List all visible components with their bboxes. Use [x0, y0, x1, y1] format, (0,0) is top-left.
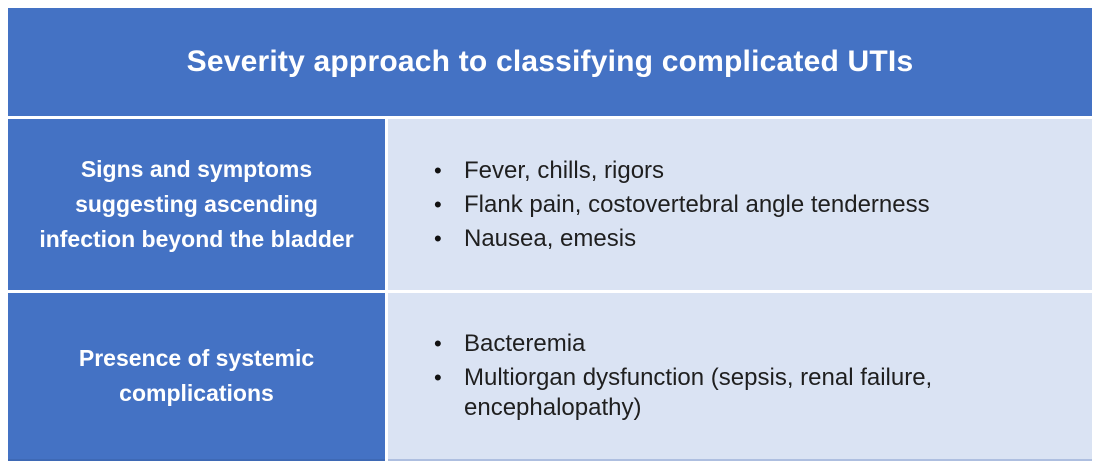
- symptoms-list: [388, 152, 1062, 258]
- list-item: [388, 363, 1062, 423]
- row-label-systemic-complications: [8, 293, 385, 461]
- row-content-ascending-infection: [388, 119, 1092, 290]
- row-label-text: Signs and symptoms suggesting ascending infection beyond the bladder: [39, 156, 354, 252]
- row-label-text: Presence of systemic complications: [78, 345, 315, 406]
- bullet-icon: •: [434, 157, 442, 183]
- list-item-text: Fever, chills, rigors: [464, 156, 665, 184]
- table-header: [8, 8, 1092, 116]
- list-item: [388, 190, 1062, 220]
- bullet-icon: •: [434, 365, 442, 390]
- table-title: Severity approach to classifying complicated UTIs: [186, 45, 914, 78]
- row-content-systemic-complications: [388, 293, 1092, 461]
- list-item: [388, 224, 1062, 254]
- list-item-text: Flank pain, costovertebral angle tenderness: [464, 190, 930, 218]
- list-item: [388, 329, 1062, 359]
- severity-table: [8, 8, 1092, 461]
- list-item-text: Bacteremia: [464, 330, 586, 357]
- complications-list: [388, 325, 1062, 427]
- bullet-icon: •: [434, 225, 442, 251]
- bullet-icon: •: [434, 191, 442, 217]
- list-item-text: Multiorgan dysfunction (sepsis, renal failure, encephalopathy): [464, 364, 933, 421]
- list-item: [388, 156, 1062, 186]
- bullet-icon: •: [434, 331, 442, 356]
- list-item-text: Nausea, emesis: [464, 224, 637, 252]
- row-label-ascending-infection: [8, 119, 385, 290]
